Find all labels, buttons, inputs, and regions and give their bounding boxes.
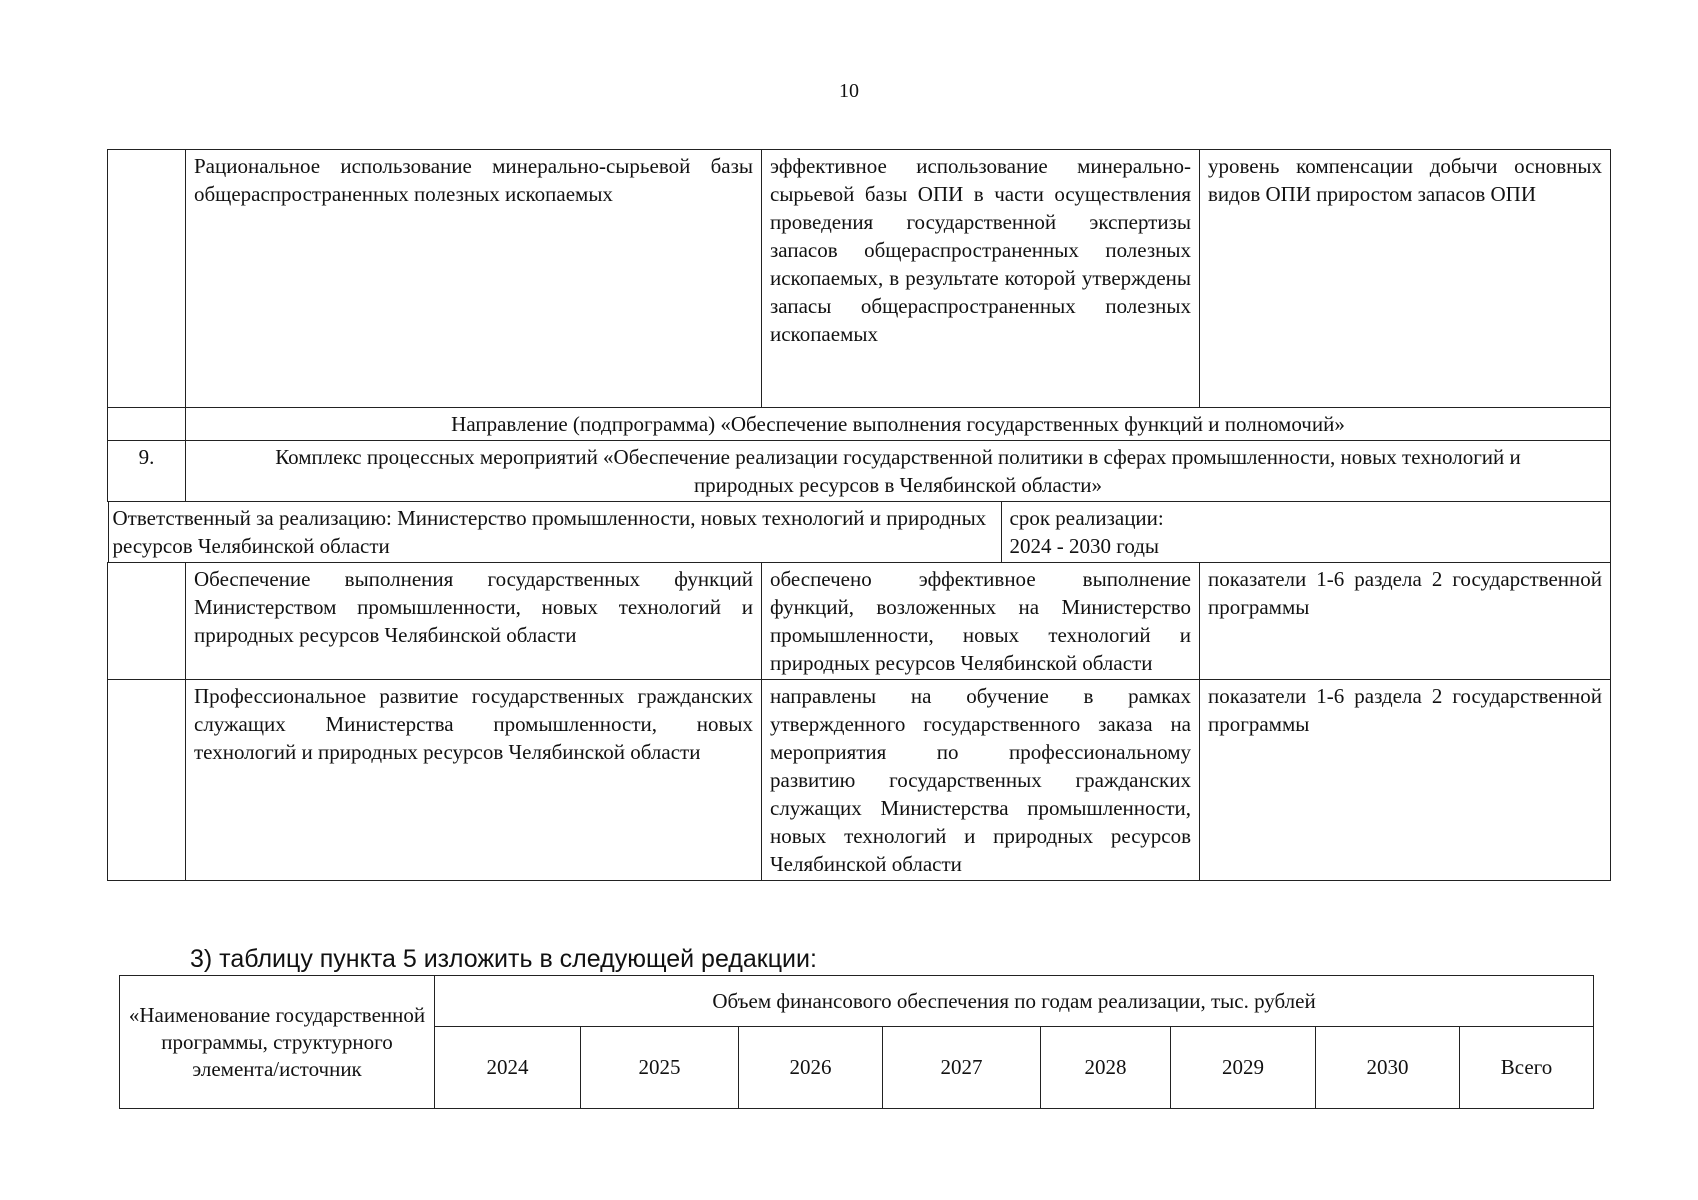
task-cell: Обеспечение выполнения государственных функций Министерством промышленности, новых технологий и природных ресурсов Челябинской области xyxy=(186,563,762,680)
page-number: 10 xyxy=(839,80,859,102)
term-text: срок реализации: 2024 - 2030 годы xyxy=(1001,502,1200,562)
number-cell xyxy=(108,563,186,680)
effect-cell: обеспечено эффективное выполнение функций, возложенных на Министерство промышленности, новых технологий и природных ресурсов Челябинской области xyxy=(762,563,1200,680)
volume-header: Объем финансового обеспечения по годам реализации, тыс. рублей xyxy=(435,976,1594,1027)
term-extension xyxy=(1200,502,1611,563)
responsible-text: Ответственный за реализацию: Министерство промышленности, новых технологий и природных ресурсов Челябинской области xyxy=(108,502,1001,562)
number-cell xyxy=(108,408,186,441)
complex-row xyxy=(108,441,1611,502)
measures-table xyxy=(107,149,1611,881)
effect-cell: эффективное использование минерально-сырьевой базы ОПИ в части осуществления проведения государственной экспертизы запасов общераспространенных полезных ископаемых, в результате которой утверждены запасы общераспространенных полезных ископаемых xyxy=(762,150,1200,408)
indicator-cell: показатели 1-6 раздела 2 государственной программы xyxy=(1200,563,1611,680)
indicator-cell: показатели 1-6 раздела 2 государственной программы xyxy=(1200,680,1611,881)
year-header: 2024 xyxy=(435,1027,581,1109)
effect-cell: направлены на обучение в рамках утвержденного государственного заказа на мероприятия по профессиональному развитию государственных гражданских служащих Министерства промышленности, новых технологий и природных ресурсов Челябинской области xyxy=(762,680,1200,881)
complex-number: 9. xyxy=(108,441,186,502)
name-header: «Наименование государственной программы, структурного элемента/источник xyxy=(120,976,435,1109)
funding-table xyxy=(119,975,1594,1109)
complex-title: Комплекс процессных мероприятий «Обеспечение реализации государственной политики в сферах промышленности, новых технологий и природных ресурсов в Челябинской области» xyxy=(186,441,1611,502)
year-header: 2025 xyxy=(581,1027,739,1109)
task-cell: Профессиональное развитие государственных гражданских служащих Министерства промышленности, новых технологий и природных ресурсов Челябинской области xyxy=(186,680,762,881)
year-header: 2029 xyxy=(1171,1027,1316,1109)
number-cell xyxy=(108,680,186,881)
table-row xyxy=(108,680,1611,881)
year-header: 2027 xyxy=(883,1027,1041,1109)
number-cell xyxy=(108,150,186,408)
table-row xyxy=(108,150,1611,408)
year-header: 2030 xyxy=(1316,1027,1460,1109)
task-cell: Рациональное использование минерально-сырьевой базы общераспространенных полезных ископаемых xyxy=(186,150,762,408)
year-header: 2026 xyxy=(739,1027,883,1109)
year-header: 2028 xyxy=(1041,1027,1171,1109)
direction-row xyxy=(108,408,1611,441)
responsible-row xyxy=(108,502,1611,563)
section-caption: 3) таблицу пункта 5 изложить в следующей редакции: xyxy=(190,945,817,973)
direction-title: Направление (подпрограмма) «Обеспечение выполнения государственных функций и полномочий» xyxy=(186,408,1611,441)
table-row xyxy=(108,563,1611,680)
indicator-cell: уровень компенсации добычи основных видов ОПИ приростом запасов ОПИ xyxy=(1200,150,1611,408)
total-header: Всего xyxy=(1460,1027,1594,1109)
